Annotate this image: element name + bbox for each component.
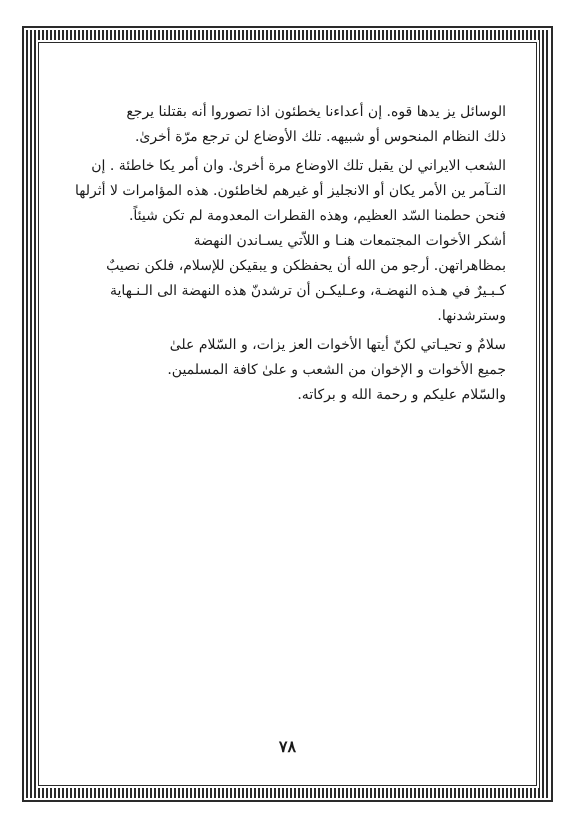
- paragraph: [66, 333, 506, 383]
- text-line: سلامٌ و تحيـاتي لكنّ أيتها الأخوات العز يزات، و السّلام علىٰ: [169, 337, 506, 353]
- text-line: بمظاهراتهن. أرجو من الله أن يحفظكن و يبقيكن للإسلام، فلكن نصيبٌ: [106, 258, 506, 274]
- paragraph: [66, 154, 506, 229]
- text-line: فنحن حطمنا السّد العظيم، وهذه القطرات المعدومة لم تكن شيئاً.: [128, 208, 506, 224]
- text-line: والسّلام عليكم و رحمة الله و بركاته.: [297, 387, 506, 403]
- text-line: التـآمر ين الأمر يكان أو الانجليز أو غيرهم لخاطئون. هذه المؤامرات لا أثرلها: [75, 183, 506, 199]
- paragraph: [66, 383, 506, 408]
- text-line: أشكر الأخوات المجتمعات هنـا و اللاّتي يسـاندن النهضة: [193, 233, 506, 249]
- text-line: الشعب الايراني لن يقبل تلك الاوضاع مرة أخرىٰ. وان أمر يكا خاطئة . إن: [91, 158, 506, 174]
- text-line: الوسائل يز يدها قوه. إن أعداءنا يخطئون اذا تصوروا أنه بقتلنا يرجع: [126, 104, 506, 120]
- paragraph: [66, 100, 506, 150]
- text-line: ذلك النظام المنحوس أو شبيهه. تلك الأوضاع لن ترجع مرّة أخرىٰ.: [134, 129, 506, 145]
- paragraph: [66, 229, 506, 329]
- page-number: ٧٨: [278, 737, 297, 756]
- text-line: جميع الأخوات و الإخوان من الشعب و علىٰ كافة المسلمين.: [167, 362, 506, 378]
- text-line: وسترشدنها.: [437, 308, 506, 324]
- body-text: [66, 100, 506, 408]
- text-line: كـبـيرٌ في هـذه النهضـة، وعـليكـن أن ترشدنّ هذه النهضة الى الـنـهاية: [110, 283, 506, 299]
